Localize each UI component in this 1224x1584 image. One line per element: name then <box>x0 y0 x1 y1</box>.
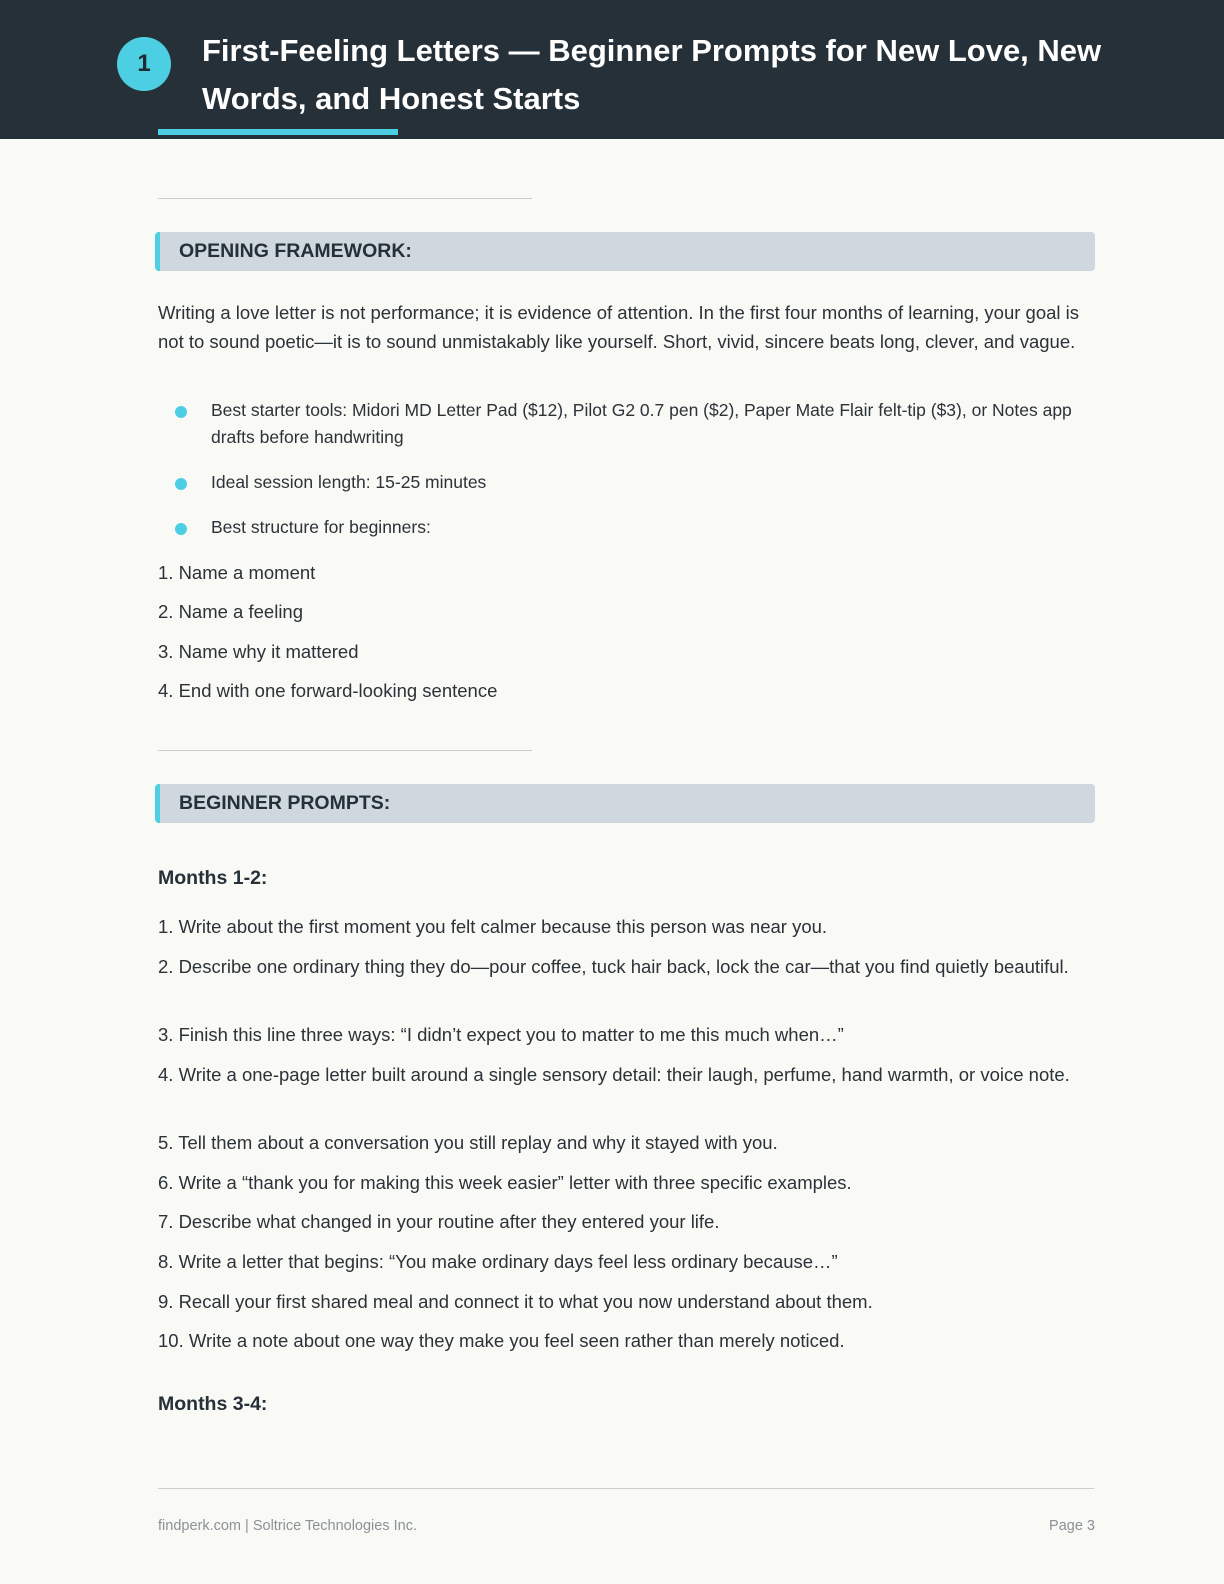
opening-paragraph: Writing a love letter is not performance; it is evidence of attention. In the first four months of learning, your goal is not to sound poetic—it is to sound unmistakably like yourself. Short, vivid, sincere beats long, clever, and vague. <box>158 302 1080 352</box>
prompt-item: 7. Describe what changed in your routine after they entered your life. <box>158 1211 720 1232</box>
structure-step: 2. Name a feeling <box>158 601 304 622</box>
group-heading-months-1-2: Months 1-2: <box>158 867 268 889</box>
list-item <box>158 397 1094 451</box>
chapter-number-badge: 1 <box>117 37 171 91</box>
prompt-item: 3. Finish this line three ways: “I didn’t expect you to matter to me this much when…” <box>158 1024 844 1045</box>
structure-step: 3. Name why it mattered <box>158 641 359 662</box>
prompt-item: 2. Describe one ordinary thing they do—pour coffee, tuck hair back, lock the car—that you find quietly beautiful. <box>158 956 1069 977</box>
list-item <box>158 469 1094 496</box>
prompt-item: 4. Write a one-page letter built around a single sensory detail: their laugh, perfume, hand warmth, or voice note. <box>158 1064 1070 1085</box>
list-item <box>158 514 1094 541</box>
bullet-dot-icon <box>175 523 187 535</box>
group-heading-months-3-4: Months 3-4: <box>158 1393 268 1415</box>
structure-step: 4. End with one forward-looking sentence <box>158 680 498 701</box>
section-heading-prompts: BEGINNER PROMPTS: <box>155 784 1095 823</box>
structure-step: 1. Name a moment <box>158 562 316 583</box>
prompt-item: 10. Write a note about one way they make you feel seen rather than merely noticed. <box>158 1330 845 1351</box>
footer-divider <box>158 1488 1094 1489</box>
page-header <box>0 0 1224 139</box>
footer-source: findperk.com | Soltrice Technologies Inc. <box>158 1518 417 1534</box>
page-number: Page 3 <box>1049 1518 1095 1534</box>
bullet-dot-icon <box>175 478 187 490</box>
section-divider <box>158 198 532 199</box>
bullet-text: Best starter tools: Midori MD Letter Pad ($12), Pilot G2 0.7 pen ($2), Paper Mate Flair felt-tip ($3), or Notes app drafts before handwriting <box>211 400 1072 447</box>
title-accent-underline <box>158 129 398 135</box>
prompt-item: 5. Tell them about a conversation you still replay and why it stayed with you. <box>158 1132 778 1153</box>
prompt-item: 9. Recall your first shared meal and connect it to what you now understand about them. <box>158 1291 873 1312</box>
bullet-dot-icon <box>175 406 187 418</box>
prompt-item: 6. Write a “thank you for making this week easier” letter with three specific examples. <box>158 1172 852 1193</box>
section-heading-opening: OPENING FRAMEWORK: <box>155 232 1095 271</box>
prompt-item: 1. Write about the first moment you felt calmer because this person was near you. <box>158 916 828 937</box>
section-divider <box>158 750 532 751</box>
page-title: First-Feeling Letters — Beginner Prompts for New Love, New Words, and Honest Starts <box>202 33 1102 116</box>
prompt-item: 8. Write a letter that begins: “You make ordinary days feel less ordinary because…” <box>158 1251 838 1272</box>
bullet-text: Best structure for beginners: <box>211 517 431 537</box>
bullet-text: Ideal session length: 15-25 minutes <box>211 472 487 492</box>
